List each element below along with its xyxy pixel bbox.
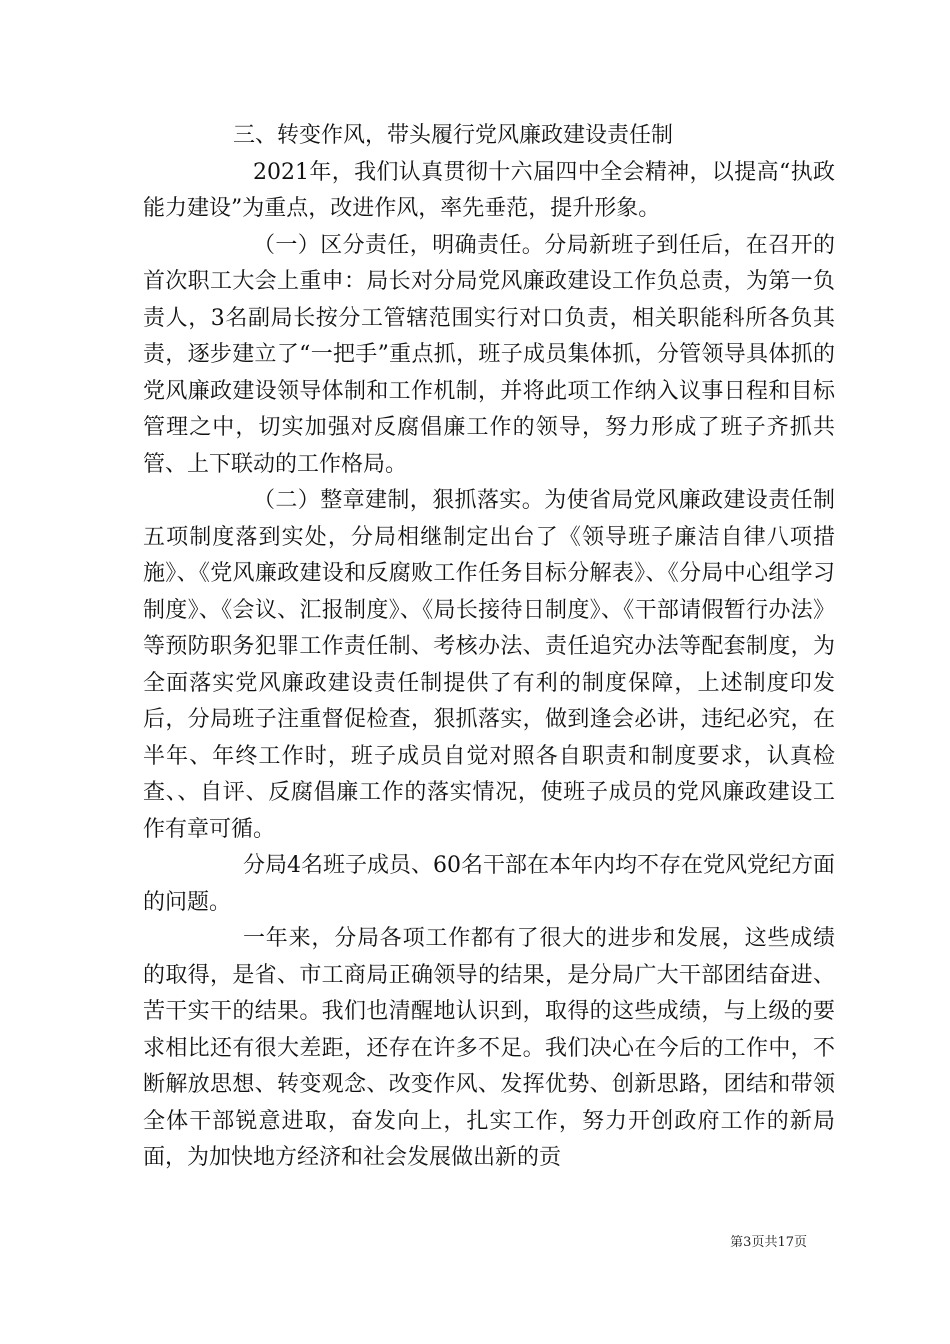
- paragraph-summary: 一年来，分局各项工作都有了很大的进步和发展，这些成绩的取得，是省、市工商局正确领导的结果，是分局广大干部团结奋进、苦干实干的结果。我们也清醒地认识到，取得的这些成绩，与上级的要求相比还有很大差距，还存在许多不足。我们决心在今后的工作中，不断解放思想、转变观念、改变作风、发挥优势、创新思路，团结和带领全体干部锐意进取，奋发向上，扎实工作，努力开创政府工作的新局面，为加快地方经济和社会发展做出新的贡: [143, 926, 835, 1170]
- paragraph-rules: （二）整章建制，狠抓落实。为使省局党风廉政建设责任制五项制度落到实处，分局相继制定出台了《领导班子廉洁自律八项措施》、《党风廉政建设和反腐败工作任务目标分解表》、《分局中心组学习制度》、《会议、汇报制度》、《局长接待日制度》、《干部请假暂行办法》等预防职务犯罪工作责任制、考核办法、责任追究办法等配套制度，为全面落实党风廉政建设责任制提供了有利的制度保障，上述制度印发后，分局班子注重督促检查，狠抓落实，做到逢会必讲，违纪必究，在半年、年终工作时，班子成员自觉对照各自职责和制度要求，认真检查、、自评、反腐倡廉工作的落实情况，使班子成员的党风廉政建设工作有章可循。: [143, 488, 835, 842]
- paragraph-responsibility: （一）区分责任，明确责任。分局新班子到任后，在召开的首次职工大会上重申：局长对分局党风廉政建设工作负总责，为第一负责人，3名副局长按分工管辖范围实行对口负责，相关职能科所各负其责，逐步建立了“一把手”重点抓，班子成员集体抓，分管领导具体抓的党风廉政建设领导体制和工作机制，并将此项工作纳入议事日程和目标管理之中，切实加强对反腐倡廉工作的领导，努力形成了班子齐抓共管、上下联动的工作格局。: [143, 232, 835, 477]
- paragraph-discipline: 分局4名班子成员、60名干部在本年内均不存在党风党纪方面的问题。: [143, 853, 835, 915]
- document-body: [143, 118, 835, 1177]
- page-number-footer: 第3页共17页: [730, 1235, 807, 1250]
- paragraph-intro: 2021年，我们认真贯彻十六届四中全会精神，以提高“执政能力建设”为重点，改进作风，率先垂范，提升形象。: [143, 159, 835, 221]
- section-heading: 三、转变作风，带头履行党风廉政建设责任制: [233, 123, 674, 148]
